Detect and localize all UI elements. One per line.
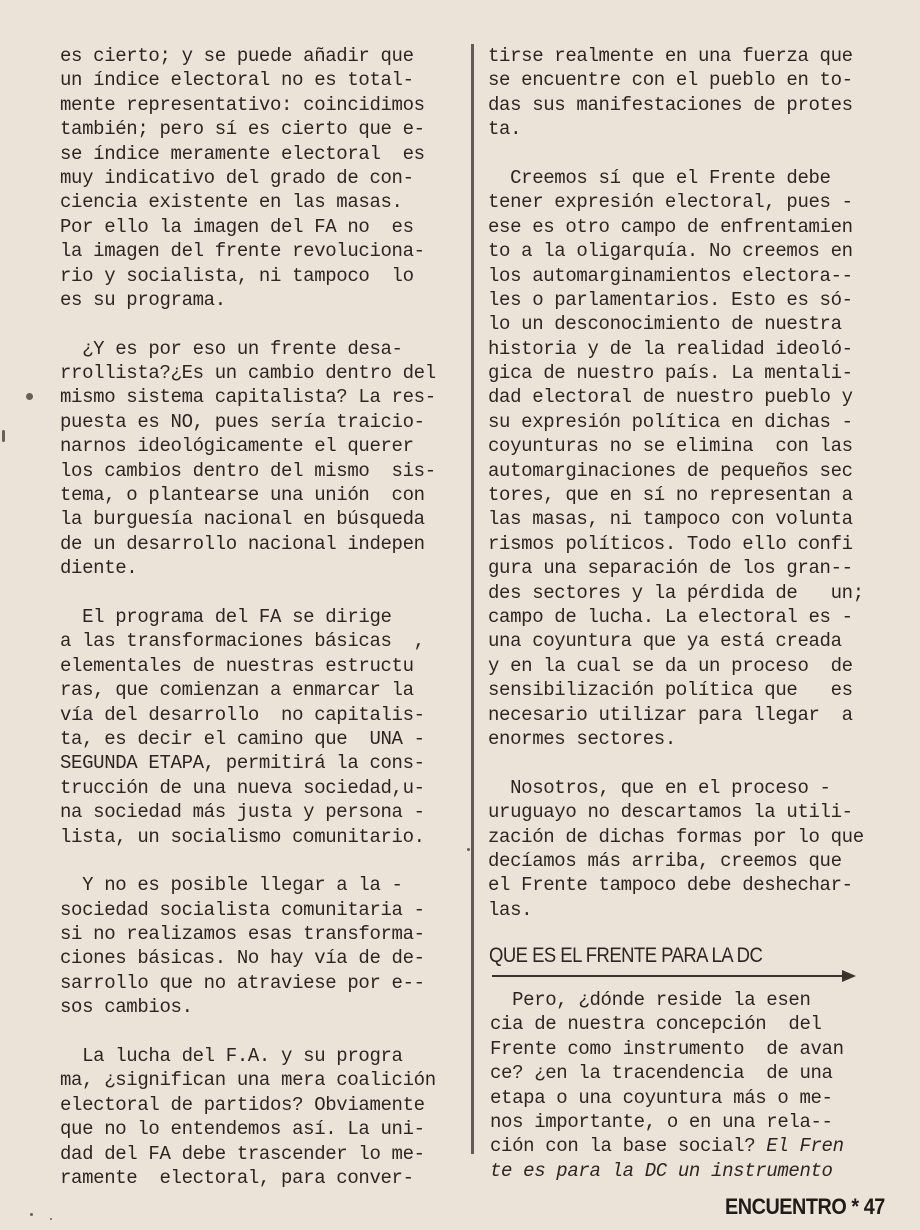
text-line: muy indicativo del grado de con- — [60, 166, 414, 189]
text-line: rismos políticos. Todo ello confi — [488, 532, 853, 555]
text-line: rrollista?¿Es un cambio dentro del — [60, 362, 436, 385]
text-line: Pero, ¿dónde reside la esen — [490, 989, 811, 1011]
text-line: también; pero sí es cierto que e- — [60, 118, 425, 141]
text-line: Creemos sí que el Frente debe — [488, 166, 831, 189]
text-line: una coyuntura que ya está creada — [488, 630, 842, 653]
text-line: des sectores y la pérdida de un; — [488, 581, 864, 604]
text-line: electoral de partidos? Obviamente — [60, 1093, 425, 1116]
left-column-paragraph — [60, 873, 465, 1019]
section-heading: QUE ES EL FRENTE PARA LA DC — [489, 944, 763, 967]
text-line: tirse realmente en una fuerza que — [488, 45, 853, 67]
text-line: zación de dichas formas por lo que — [488, 825, 864, 848]
column-divider — [471, 44, 474, 1154]
text-line: diente. — [60, 557, 138, 580]
paper-speck — [30, 1213, 33, 1216]
text-line: automarginaciones de pequeños sec — [488, 459, 853, 482]
text-line: decíamos más arriba, creemos que — [488, 849, 842, 872]
text-line: cia de nuestra concepción del — [490, 1013, 822, 1036]
text-line: campo de lucha. La electoral es - — [488, 605, 853, 628]
text-line: gura una separación de los gran-- — [488, 557, 853, 580]
text-line: Frente como instrumento de avan — [490, 1037, 844, 1060]
text-line: que no lo entendemos así. La uni- — [60, 1118, 425, 1141]
text-line: El programa del FA se dirige — [60, 605, 392, 628]
page-footer — [725, 1194, 885, 1220]
arrow-icon — [842, 970, 856, 982]
text-line: su expresión política en dichas - — [488, 410, 853, 433]
text-line: los automarginamientos electora-- — [488, 264, 853, 287]
text-line: historia y de la realidad ideoló- — [488, 337, 853, 360]
text-line: ciones básicas. No hay vía de de- — [60, 947, 425, 970]
text-line: das sus manifestaciones de protes — [488, 93, 853, 116]
text-line: etapa o una coyuntura más o me- — [490, 1086, 833, 1109]
text-line: se encuentre con el pueblo en to- — [488, 69, 853, 92]
right-column-paragraph — [488, 44, 893, 142]
text-line: coyunturas no se elimina con las — [488, 435, 853, 458]
text-line: mente representativo: coincidimos — [60, 93, 425, 116]
text-line: ciencia existente en las masas. — [60, 191, 403, 214]
text-line: a las transformaciones básicas , — [60, 630, 425, 653]
text-line: de un desarrollo nacional indepen — [60, 532, 425, 555]
left-column-paragraph — [60, 605, 465, 849]
paper-speck — [26, 393, 33, 400]
right-column-paragraph — [488, 776, 893, 922]
text-line: la burguesía nacional en búsqueda — [60, 508, 425, 531]
text-line: SEGUNDA ETAPA, permitirá la cons- — [60, 752, 425, 775]
text-line: sarrollo que no atraviese por e-- — [60, 971, 425, 994]
text-line: sensibilización política que es — [488, 679, 853, 702]
text-line: los cambios dentro del mismo sis- — [60, 459, 436, 482]
right-column-paragraph — [488, 166, 893, 751]
text-line: ción con la base social? El Fren — [490, 1135, 844, 1158]
text-line: la imagen del frente revoluciona- — [60, 240, 425, 263]
text-line: las. — [488, 898, 533, 921]
text-line: un índice electoral no es total- — [60, 69, 414, 92]
right-column-after-heading — [490, 988, 895, 1183]
text-line: Y no es posible llegar a la - — [60, 874, 403, 897]
text-line: ta, es decir el camino que UNA - — [60, 727, 425, 750]
right-column — [488, 44, 893, 946]
italic-text-line: te es para la DC un instrumento — [490, 1159, 833, 1182]
text-line: sociedad socialista comunitaria - — [60, 898, 425, 921]
text-line: dad electoral de nuestro pueblo y — [488, 386, 853, 409]
text-line: ce? ¿en la tracendencia de una — [490, 1062, 833, 1085]
text-line: vía del desarrollo no capitalis- — [60, 703, 425, 726]
text-line: las masas, ni tampoco con volunta — [488, 508, 853, 531]
text-line: elementales de nuestras estructu — [60, 654, 414, 677]
text-line: ¿Y es por eso un frente desa- — [60, 337, 403, 360]
text-line: se índice meramente electoral es — [60, 142, 425, 165]
text-line: na sociedad más justa y persona - — [60, 801, 425, 824]
text-line: Por ello la imagen del FA no es — [60, 215, 414, 238]
paper-speck — [467, 848, 470, 851]
paper-speck — [2, 430, 5, 442]
paper-speck — [50, 1218, 52, 1220]
page-number: 47 — [863, 1194, 885, 1219]
text-line: el Frente tampoco debe deshechar- — [488, 874, 853, 897]
text-line: lista, un socialismo comunitario. — [60, 825, 425, 848]
text-line: es cierto; y se puede añadir que — [60, 45, 414, 67]
text-line: rio y socialista, ni tampoco lo — [60, 264, 414, 287]
text-line: tener expresión electoral, pues - — [488, 191, 853, 214]
text-line: ma, ¿significan una mera coalición — [60, 1069, 436, 1092]
text-line: si no realizamos esas transforma- — [60, 923, 425, 946]
left-column-paragraph — [60, 44, 465, 312]
left-column-paragraph — [60, 1044, 465, 1190]
text-line: tema, o plantearse una unión con — [60, 484, 425, 507]
magazine-name: ENCUENTRO — [725, 1194, 847, 1219]
text-line: ramente electoral, para conver- — [60, 1166, 414, 1189]
text-line: puesta es NO, pues sería traicio- — [60, 410, 425, 433]
text-line: lo un desconocimiento de nuestra — [488, 313, 842, 336]
text-line: tores, que en sí no representan a — [488, 484, 853, 507]
text-line: es su programa. — [60, 288, 226, 311]
text-line: necesario utilizar para llegar a — [488, 703, 853, 726]
text-line: ras, que comienzan a enmarcar la — [60, 679, 414, 702]
text-line: mismo sistema capitalista? La res- — [60, 386, 436, 409]
text-line: narnos ideológicamente el querer — [60, 435, 414, 458]
text-line: to a la oligarquía. No creemos en — [488, 240, 853, 263]
left-column — [60, 44, 465, 1215]
text-line: sos cambios. — [60, 996, 193, 1019]
text-line: dad del FA debe trascender lo me- — [60, 1142, 425, 1165]
footer-separator: * — [851, 1194, 859, 1219]
text-line: uruguayo no descartamos la utili- — [488, 801, 853, 824]
text-line: ta. — [488, 118, 522, 141]
text-line: y en la cual se da un proceso de — [488, 654, 853, 677]
text-line: gica de nuestro país. La mentali- — [488, 362, 853, 385]
text-line: trucción de una nueva sociedad,u- — [60, 776, 425, 799]
text-line: Nosotros, que en el proceso - — [488, 776, 831, 799]
text-line: les o parlamentarios. Esto es só- — [488, 288, 853, 311]
text-line: enormes sectores. — [488, 727, 676, 750]
heading-underline — [492, 975, 844, 977]
text-line: nos importante, o en una rela-- — [490, 1110, 833, 1133]
italic-text: El Fren — [766, 1135, 844, 1158]
left-column-paragraph — [60, 337, 465, 581]
text-line: ese es otro campo de enfrentamien — [488, 215, 853, 238]
text-line: La lucha del F.A. y su progra — [60, 1045, 403, 1068]
